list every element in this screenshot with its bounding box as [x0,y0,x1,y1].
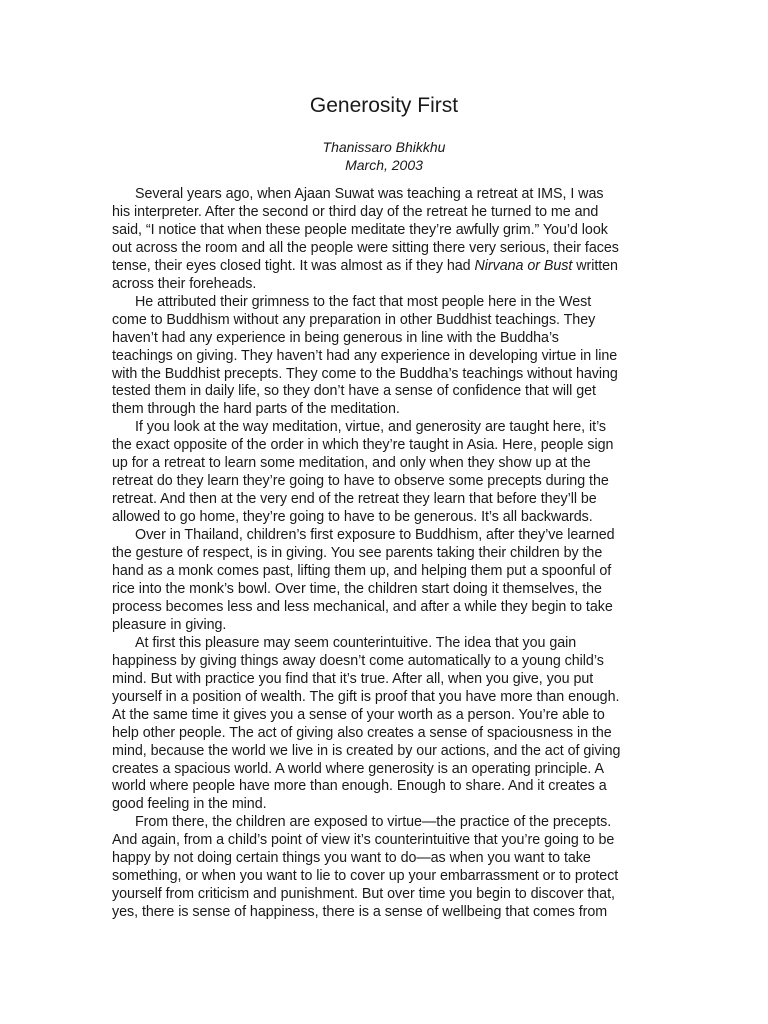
text-segment: out across the room and all the people were sitting there very serious, their faces [112,239,619,256]
text-line [112,258,656,276]
author-name: Thanissaro Bhikkhu [322,139,446,155]
text-line [112,204,656,222]
text-segment: happiness by giving things away doesn’t come automatically to a young child’s [112,652,604,669]
text-line [112,725,656,743]
text-segment: yourself in a position of wealth. The gift is proof that you have more than enough. [112,688,620,705]
text-segment: Several years ago, when Ajaan Suwat was teaching a retreat at IMS, I was [135,186,604,202]
text-line [112,599,656,617]
text-line [112,491,656,509]
text-segment: retreat do they learn they’re going to have to observe some precepts during the [112,473,609,490]
text-line [112,689,656,707]
text-segment: up for a retreat to learn some meditation, and only when they show up at the [112,455,591,472]
text-line [112,743,656,761]
text-segment: process becomes less and less mechanical, and after a while they begin to take [112,598,613,615]
text-line [112,455,656,473]
text-line [112,330,656,348]
text-segment: yes, there is sense of happiness, there is a sense of wellbeing that comes from [112,904,608,921]
text-line [112,886,656,904]
text-segment: the gesture of respect, is in giving. You see parents taking their children by the [112,545,603,562]
text-segment: world where people have more than enough. Enough to share. And it creates a [112,778,607,795]
text-line [112,294,656,312]
text-segment: his interpreter. After the second or third day of the retreat he turned to me and [112,203,599,220]
document-page [112,92,656,922]
text-line [112,366,656,384]
publication-date: March, 2003 [345,157,423,173]
text-segment: said, “I notice that when these people meditate they’re awfully grim.” You’d look [112,221,608,238]
text-segment: retreat. And then at the very end of the retreat they learn that before they’ll be [112,491,597,508]
paragraph [112,635,656,815]
text-line [112,527,656,545]
text-line [112,581,656,599]
text-line [112,509,656,527]
byline [112,138,656,174]
text-line [112,796,656,814]
text-line [112,383,656,401]
text-segment: At the same time it gives you a sense of your worth as a person. You’re able to [112,706,605,723]
text-line [112,276,656,294]
paragraph [112,527,656,635]
text-line [112,222,656,240]
text-line [112,545,656,563]
text-line [112,778,656,796]
text-segment: From there, the children are exposed to virtue—the practice of the precepts. [135,814,612,831]
text-segment: tested them in daily life, so they don’t have a sense of confidence that will get [112,383,596,400]
text-line [112,671,656,689]
text-segment: creates a spacious world. A world where generosity is an operating principle. A [112,760,604,777]
text-segment: mind. But with practice you find that it’s true. After all, when you give, you put [112,670,594,687]
text-line [112,617,656,635]
text-segment: written [572,257,618,274]
text-segment: pleasure in giving. [112,616,227,633]
text-line [112,348,656,366]
text-line [112,904,656,922]
text-line [112,832,656,850]
text-segment: good feeling in the mind. [112,796,267,813]
text-segment: hand as a monk comes past, lifting them up, and helping them put a spoonful of [112,563,612,580]
text-segment: yourself from criticism and punishment. But over time you begin to discover that, [112,886,615,903]
text-segment: happy by not doing certain things you want to do—as when you want to take [112,850,591,867]
text-segment: And again, from a child’s point of view it’s counterintuitive that you’re going to be [112,832,615,849]
text-line [112,850,656,868]
text-line [112,437,656,455]
text-segment: If you look at the way meditation, virtue, and generosity are taught here, it’s [135,419,607,436]
text-line [112,473,656,491]
text-segment: them through the hard parts of the meditation. [112,401,400,418]
text-line [112,240,656,258]
paragraph [112,186,656,294]
text-line [112,761,656,779]
text-segment: He attributed their grimness to the fact that most people here in the West [135,293,592,310]
text-line [112,653,656,671]
text-segment: mind, because the world we live in is created by our actions, and the act of giving [112,742,621,759]
text-segment: across their foreheads. [112,275,257,292]
text-segment: help other people. The act of giving also creates a sense of spaciousness in the [112,724,612,741]
text-line [112,563,656,581]
paragraph [112,419,656,527]
text-segment: rice into the monk’s bowl. Over time, the children start doing it themselves, the [112,580,602,597]
text-line [112,186,656,204]
body-text [112,186,656,922]
text-line [112,401,656,419]
text-line [112,419,656,437]
text-line [112,312,656,330]
paragraph [112,814,656,922]
text-segment: allowed to go home, they’re going to have to be generous. It’s all backwards. [112,509,593,526]
text-line [112,707,656,725]
text-segment: something, or when you want to lie to cover up your embarrassment or to protect [112,868,619,885]
emphasized-text: Nirvana or Bust [474,257,573,274]
text-segment: come to Buddhism without any preparation in other Buddhist teachings. They [112,311,596,328]
paragraph [112,294,656,420]
text-line [112,814,656,832]
text-segment: Over in Thailand, children’s first exposure to Buddhism, after they’ve learned [135,527,615,544]
document-title: Generosity First [309,94,459,117]
text-segment: teachings on giving. They haven’t had any experience in developing virtue in line [112,347,618,364]
text-line [112,868,656,886]
text-segment: with the Buddhist precepts. They come to the Buddha’s teachings without having [112,365,618,382]
text-segment: the exact opposite of the order in which they’re taught in Asia. Here, people sign [112,437,614,454]
text-segment: At first this pleasure may seem counterintuitive. The idea that you gain [135,634,577,651]
text-segment: haven’t had any experience in being generous in line with the Buddha’s [112,329,559,346]
text-segment: tense, their eyes closed tight. It was almost as if they had [112,257,475,274]
text-line [112,635,656,653]
